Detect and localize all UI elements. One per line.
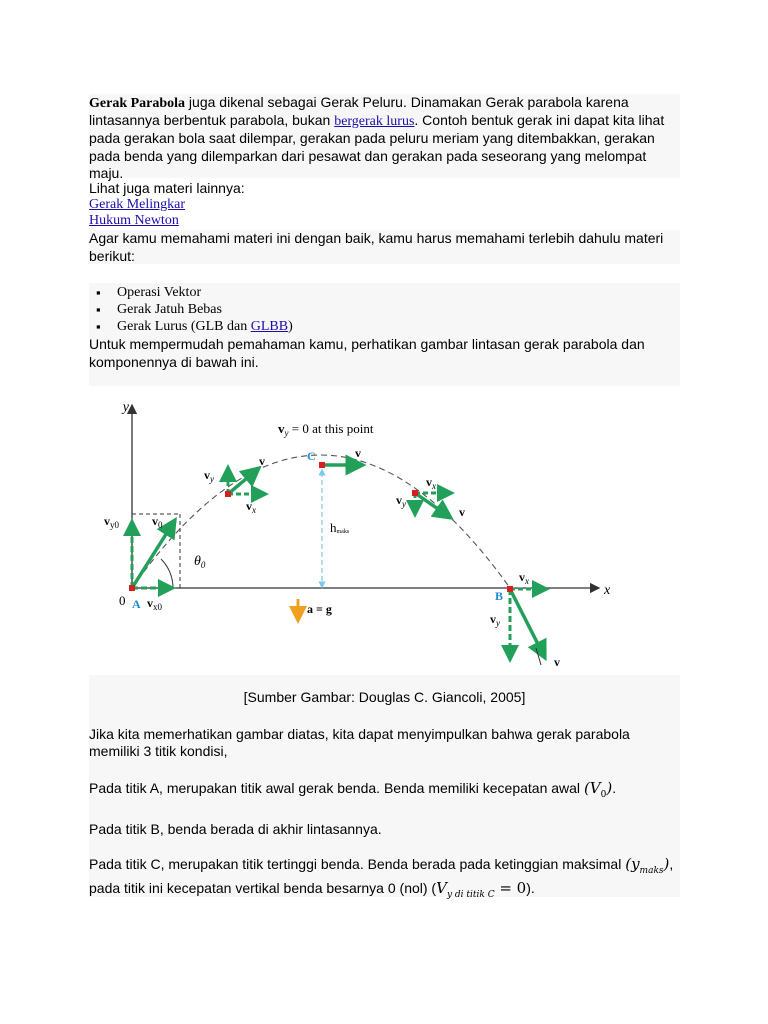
point-c-paragraph [89, 856, 680, 905]
point-left-marker [225, 491, 231, 497]
point-b-marker [507, 586, 513, 592]
point-c-text-2: , pada titik ini kecepatan vertikal benda besarnya 0 (nol) ( [89, 855, 674, 896]
prereq-list [89, 283, 680, 337]
list-item-gerak-lurus: Gerak Lurus (GLB dan [117, 319, 251, 334]
v0-label: $v_0$ [152, 514, 163, 530]
v0-arrow [132, 520, 175, 588]
link-bergerak-lurus[interactable]: bergerak lurus [334, 114, 415, 129]
v0-math: $(V_0)$ [583, 778, 613, 800]
point-a-paragraph [89, 780, 680, 805]
v-label-left: v [259, 454, 265, 468]
v-arrow-left [228, 468, 259, 494]
projectile-diagram [89, 387, 622, 675]
prereq-paragraph: Agar kamu memahami materi ini dengan baik, kamu harus memahami terlebih dahulu materi berikut: [89, 230, 680, 264]
point-c-marker [319, 462, 325, 468]
y-axis-label: y [122, 400, 129, 415]
conclusion-paragraph: Jika kita memerhatikan gambar diatas, kita dapat menyimpulkan bahwa gerak parabola memiliki 3 titik kondisi, [89, 725, 630, 759]
intro-text-1: juga dikenal sebagai Gerak Peluru. Dinamakan Gerak parabola karena lintasannya berbentuk parabola, bukan [89, 94, 629, 128]
top-note: $v_y = 0$ at this point [278, 421, 374, 438]
point-a-text: Pada titik A, merupakan titik awal gerak benda. Benda memiliki kecepatan awal [89, 779, 584, 796]
list-item-close-paren: ) [288, 319, 293, 334]
vx-label-right: $v_x$ [426, 475, 436, 491]
point-c-label: C [307, 449, 316, 463]
hmaks-label: hmaks [330, 520, 350, 535]
v-arrow-right [415, 493, 451, 518]
projectile-figure [89, 387, 622, 675]
vy-c-math: $V_{y di titik C} = 0$ [436, 879, 527, 900]
intro-text-2: . Contoh bentuk gerak ini dapat kita lihat pada gerakan bola saat dilempar, gerakan pada peluru meriam yang ditembakkan, gerakan pada benda yang dilemparkan dari pesawat dan gerakan pada seseorang yang melompat maju. [89, 112, 665, 181]
point-a-end: . [612, 779, 617, 796]
list-item-gerak-jatuh-bebas: Gerak Jatuh Bebas [117, 302, 222, 317]
caption-block [89, 675, 680, 900]
point-c-end: ). [526, 880, 535, 896]
point-c-text-1: Pada titik C, merupakan titik tertinggi benda. Benda berada pada ketinggian maksimal [89, 855, 626, 872]
vy0-label: $v_{y0}$ [104, 514, 119, 530]
v-arrow-b [510, 589, 545, 658]
figure-intro: Untuk mempermudah pemahaman kamu, perhatikan gambar lintasan gerak parabola dan komponennya di bawah ini. [89, 336, 680, 386]
figure-caption: [Sumber Gambar: Douglas C. Giancoli, 2005] [243, 689, 526, 705]
vy-label-left: $v_y$ [204, 468, 214, 484]
intro-paragraph [89, 94, 680, 181]
ymaks-math: $(y_{maks})$ [625, 854, 670, 876]
link-gerak-melingkar[interactable]: Gerak Melingkar [89, 197, 186, 212]
vx0-label: $v_{x0}$ [147, 596, 162, 612]
list-item [89, 301, 680, 318]
v-label-b: v [554, 655, 560, 669]
see-also-label: Lihat juga materi lainnya: [89, 180, 245, 196]
point-a-label: A [132, 597, 141, 611]
origin-label: 0 [119, 593, 126, 608]
accel-label: a = g [307, 602, 332, 616]
v-label-top: v [355, 446, 361, 460]
vx-label-b: $v_x$ [519, 570, 529, 586]
trajectory-path [132, 455, 510, 588]
point-b-paragraph: Pada titik B, benda berada di akhir lintasannya. [89, 821, 382, 837]
x-axis-label: x [604, 583, 611, 598]
vx-label-left: $v_x$ [246, 499, 256, 515]
link-hukum-newton[interactable]: Hukum Newton [89, 213, 179, 228]
theta-label: $\theta_0$ [194, 554, 206, 570]
point-a-marker [129, 585, 135, 591]
point-right-marker [412, 490, 418, 496]
point-b-label: B [495, 589, 504, 603]
intro-bold-term: Gerak Parabola [89, 96, 186, 111]
list-item [89, 284, 680, 301]
angle-arc [161, 559, 173, 588]
link-glbb[interactable]: GLBB [250, 319, 289, 334]
vy-label-right: $v_y$ [396, 493, 406, 509]
list-item [89, 318, 680, 335]
vy-label-b: $v_y$ [490, 612, 500, 628]
v-label-right: v [459, 505, 465, 519]
list-item-operasi-vektor: Operasi Vektor [117, 285, 202, 300]
